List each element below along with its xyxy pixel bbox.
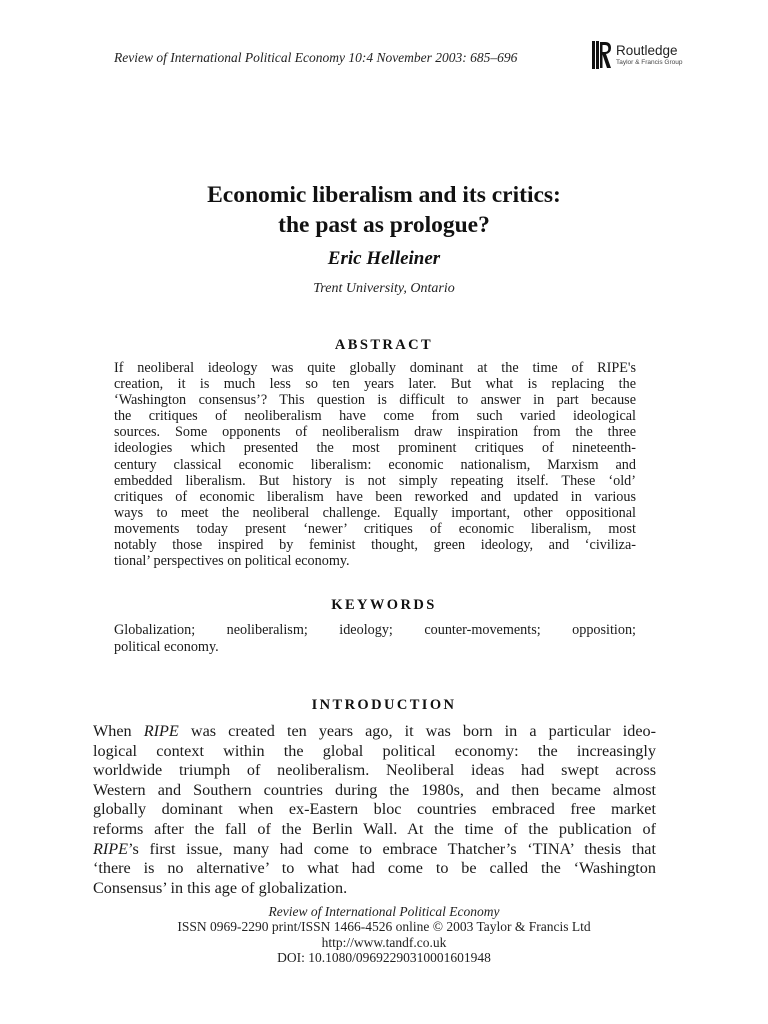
- running-head: Review of International Political Economy 10:4 November 2003: 685–696: [114, 50, 518, 65]
- abstract-line: the critiques of neoliberalism have come from such varied ideological: [114, 408, 636, 425]
- introduction-line: logical context within the global political economy: the increasingly: [93, 741, 656, 760]
- footer: [0, 904, 768, 965]
- abstract-line: century classical economic liberalism: economic nationalism, Marxism and: [114, 456, 636, 473]
- routledge-logo-icon: [592, 41, 612, 69]
- keywords-heading: KEYWORDS: [331, 597, 437, 613]
- article-title: [0, 180, 768, 240]
- author-affiliation: Trent University, Ontario: [313, 281, 455, 296]
- journal-abbrev: RIPE: [93, 839, 129, 858]
- abstract-line: ways to meet the neoliberal challenge. Equally important, other oppositional: [114, 504, 636, 521]
- publisher-group: Taylor & Francis Group: [616, 58, 683, 66]
- journal-abbrev: RIPE: [143, 722, 179, 740]
- keywords-line: political economy.: [114, 638, 219, 655]
- introduction-line: globally dominant when ex-Eastern bloc countries embraced free market: [93, 800, 656, 819]
- abstract-line: movements today present ‘newer’ critiques of economic liberalism, most: [114, 520, 636, 537]
- introduction-line: RIPE’s first issue, many had come to embrace Thatcher’s ‘TINA’ thesis that: [93, 839, 656, 858]
- introduction-line: Consensus’ in this age of globalization.: [93, 878, 348, 897]
- title-line-2: the past as prologue?: [278, 212, 490, 238]
- introduction-line: When RIPE was created ten years ago, it was born in a particular ideo-: [93, 722, 657, 740]
- abstract-line: embedded liberalism. But history is not simply repeating itself. These ‘old’: [114, 472, 636, 489]
- abstract-line: sources. Some opponents of neoliberalism draw inspiration from the three: [114, 424, 636, 441]
- footer-doi: DOI: 10.1080/0969229031000160194​8: [277, 949, 491, 965]
- author-name: Eric Helleiner: [327, 248, 441, 269]
- title-line-1: Economic liberalism and its critics:: [207, 182, 561, 208]
- abstract-text: [114, 360, 636, 569]
- abstract-line: ideologies which presented the most prominent critiques of nineteenth-: [114, 440, 636, 457]
- abstract-line: If neoliberal ideology was quite globally dominant at the time of RIPE's: [114, 360, 636, 376]
- introduction-text: [93, 722, 656, 898]
- introduction-line: ‘there is no alternative’ to what had come to be called the ‘Washington: [93, 859, 656, 878]
- introduction-line: worldwide triumph of neoliberalism. Neoliberal ideas had swept across: [93, 761, 656, 780]
- keywords-line: Globalization; neoliberalism; ideology; counter-movements; opposition;: [114, 622, 636, 638]
- introduction-heading: INTRODUCTION: [311, 697, 457, 713]
- abstract-line: ‘Washington consensus’? This question is difficult to answer in part because: [114, 392, 636, 409]
- abstract-line: tional’ perspectives on political economy.: [114, 553, 350, 570]
- footer-journal: Review of International Political Economy: [268, 904, 500, 919]
- abstract-heading: ABSTRACT: [334, 337, 434, 353]
- keywords-text: [114, 622, 636, 655]
- introduction-line: Western and Southern countries during the 1980s, and then became almost: [93, 780, 656, 799]
- publisher-name: Routledge: [616, 43, 678, 58]
- footer-issn: ISSN 0969-2290 print/ISSN 1466-4526 online © 2003 Taylor & Francis Ltd: [177, 919, 591, 935]
- footer-url: http://www.tandf.co.uk: [321, 934, 447, 950]
- abstract-line: critiques of economic liberalism have been reworked and updated in various: [114, 488, 636, 505]
- abstract-line: creation, it is much less so ten years later. But what is replacing the: [114, 376, 636, 393]
- publisher-logo: [592, 40, 682, 70]
- abstract-line: notably those inspired by feminist thought, green ideology, and ‘civiliza-: [114, 537, 636, 554]
- introduction-line: reforms after the fall of the Berlin Wall. At the time of the publication of: [93, 819, 656, 838]
